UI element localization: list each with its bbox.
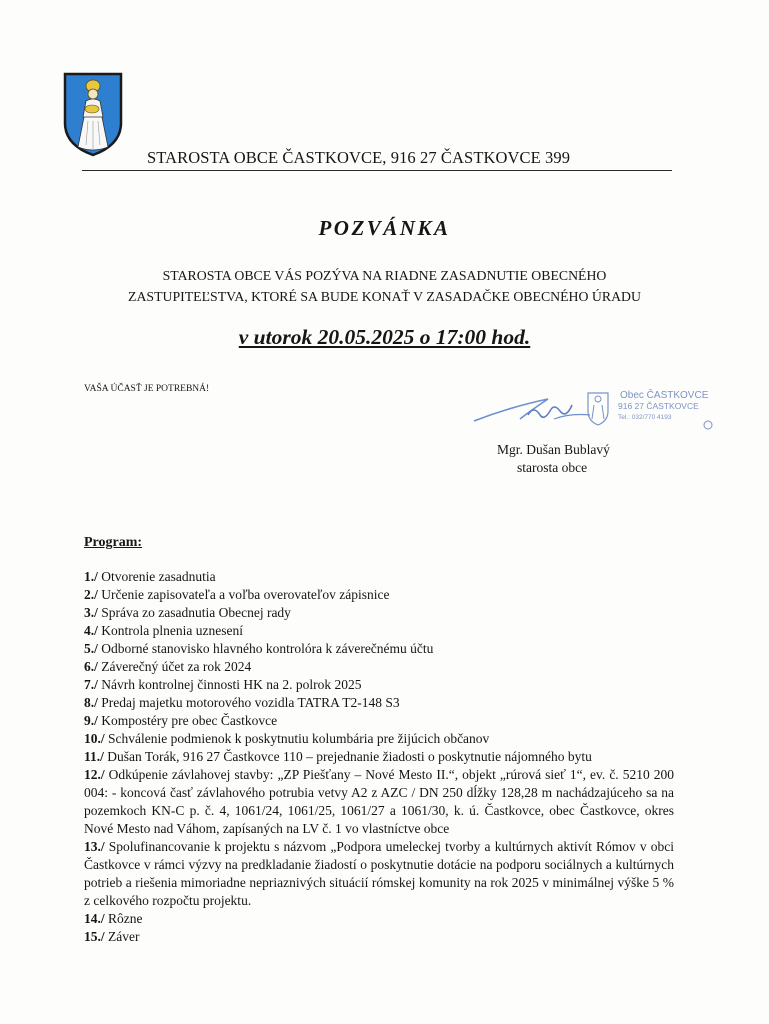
- stamp-text: [620, 390, 708, 423]
- program-heading: Program:: [84, 535, 143, 550]
- signatory-name: Mgr. Dušan Bublavý: [497, 442, 610, 457]
- program-item: 1./ Otvorenie zasadnutia: [84, 569, 216, 584]
- program-item: 13./ Spolufinancovanie k projektu s názvom „Podpora umeleckej tvorby a kultúrnych aktivít Rómov v obci Častkovce v rámci výzvy na predkladanie žiadostí o poskytnutie dotácie na podporu sociálnych a kultúrnych potrieb a riešenia mimoriadne nepriaznivých situácií rómskej komunity na rok 2025 v minimálnej výške 5 % z celkového rozpočtu projektu.: [84, 839, 674, 908]
- header-divider: [82, 170, 672, 171]
- program-item: 12./ Odkúpenie závlahovej stavby: „ZP Piešťany – Nové Mesto II.“, objekt „rúrová sieť 1“, ev. č. 5210 200 004: - koncová časť závlahového potrubia vetvy A2 z AZC / DN 250 dĺžky 128,28 m nachádzajúceho sa na pozemkoch KN-C p. č. 4, 1061/24, 1061/25, 1061/27 a 1061/30, k. ú. Častkovce, obec Častkovce, okres Nové Mesto nad Váhom, zapísaných na LV č. 1 vo vlastníctve obce: [84, 767, 674, 836]
- intro-line-2: ZASTUPITEĽSTVA, KTORÉ SA BUDE KONAŤ V ZASADAČKE OBECNÉHO ÚRADU: [128, 289, 641, 304]
- coat-of-arms-logo: [62, 71, 124, 157]
- stamp-line-2: 916 27 ČASTKOVCE: [618, 401, 699, 411]
- invitation-intro: [0, 265, 769, 307]
- program-item: 4./ Kontrola plnenia uznesení: [84, 623, 243, 638]
- stamp-line-3: Tel.: 032/770 4193: [618, 414, 672, 421]
- program-item: 5./ Odborné stanovisko hlavného kontrolóra k záverečnému účtu: [84, 641, 434, 656]
- official-stamp: [470, 375, 720, 437]
- stamp-line-1: Obec ČASTKOVCE: [620, 390, 709, 401]
- program-item: 11./ Dušan Torák, 916 27 Častkovce 110 – prejednanie žiadosti o poskytnutie nájomného bytu: [84, 749, 592, 764]
- program-item: 3./ Správa zo zasadnutia Obecnej rady: [84, 605, 291, 620]
- document-title: POZVÁNKA: [318, 216, 451, 240]
- program-item: 8./ Predaj majetku motorového vozidla TATRA T2-148 S3: [84, 695, 400, 710]
- program-item: 10./ Schválenie podmienok k poskytnutiu kolumbária pre žijúcich občanov: [84, 731, 490, 746]
- header-title: STAROSTA OBCE ČASTKOVCE, 916 27 ČASTKOVCE 399: [147, 148, 571, 167]
- meeting-date: v utorok 20.05.2025 o 17:00 hod.: [238, 325, 531, 349]
- intro-line-1: STAROSTA OBCE VÁS POZÝVA NA RIADNE ZASADNUTIE OBECNÉHO: [162, 268, 607, 283]
- program-item: 15./ Záver: [84, 929, 140, 944]
- program-item: 2./ Určenie zapisovateľa a voľba overovateľov zápisnice: [84, 587, 390, 602]
- program-item: 9./ Kompostéry pre obec Častkovce: [84, 713, 278, 728]
- program-item: 7./ Návrh kontrolnej činnosti HK na 2. polrok 2025: [84, 677, 362, 692]
- program-item: 6./ Záverečný účet za rok 2024: [84, 659, 252, 674]
- presence-note: VAŠA ÚČASŤ JE POTREBNÁ!: [84, 384, 210, 394]
- program-list: [84, 568, 674, 946]
- signatory-role: starosta obce: [517, 460, 588, 475]
- program-item: 14./ Rôzne: [84, 911, 143, 926]
